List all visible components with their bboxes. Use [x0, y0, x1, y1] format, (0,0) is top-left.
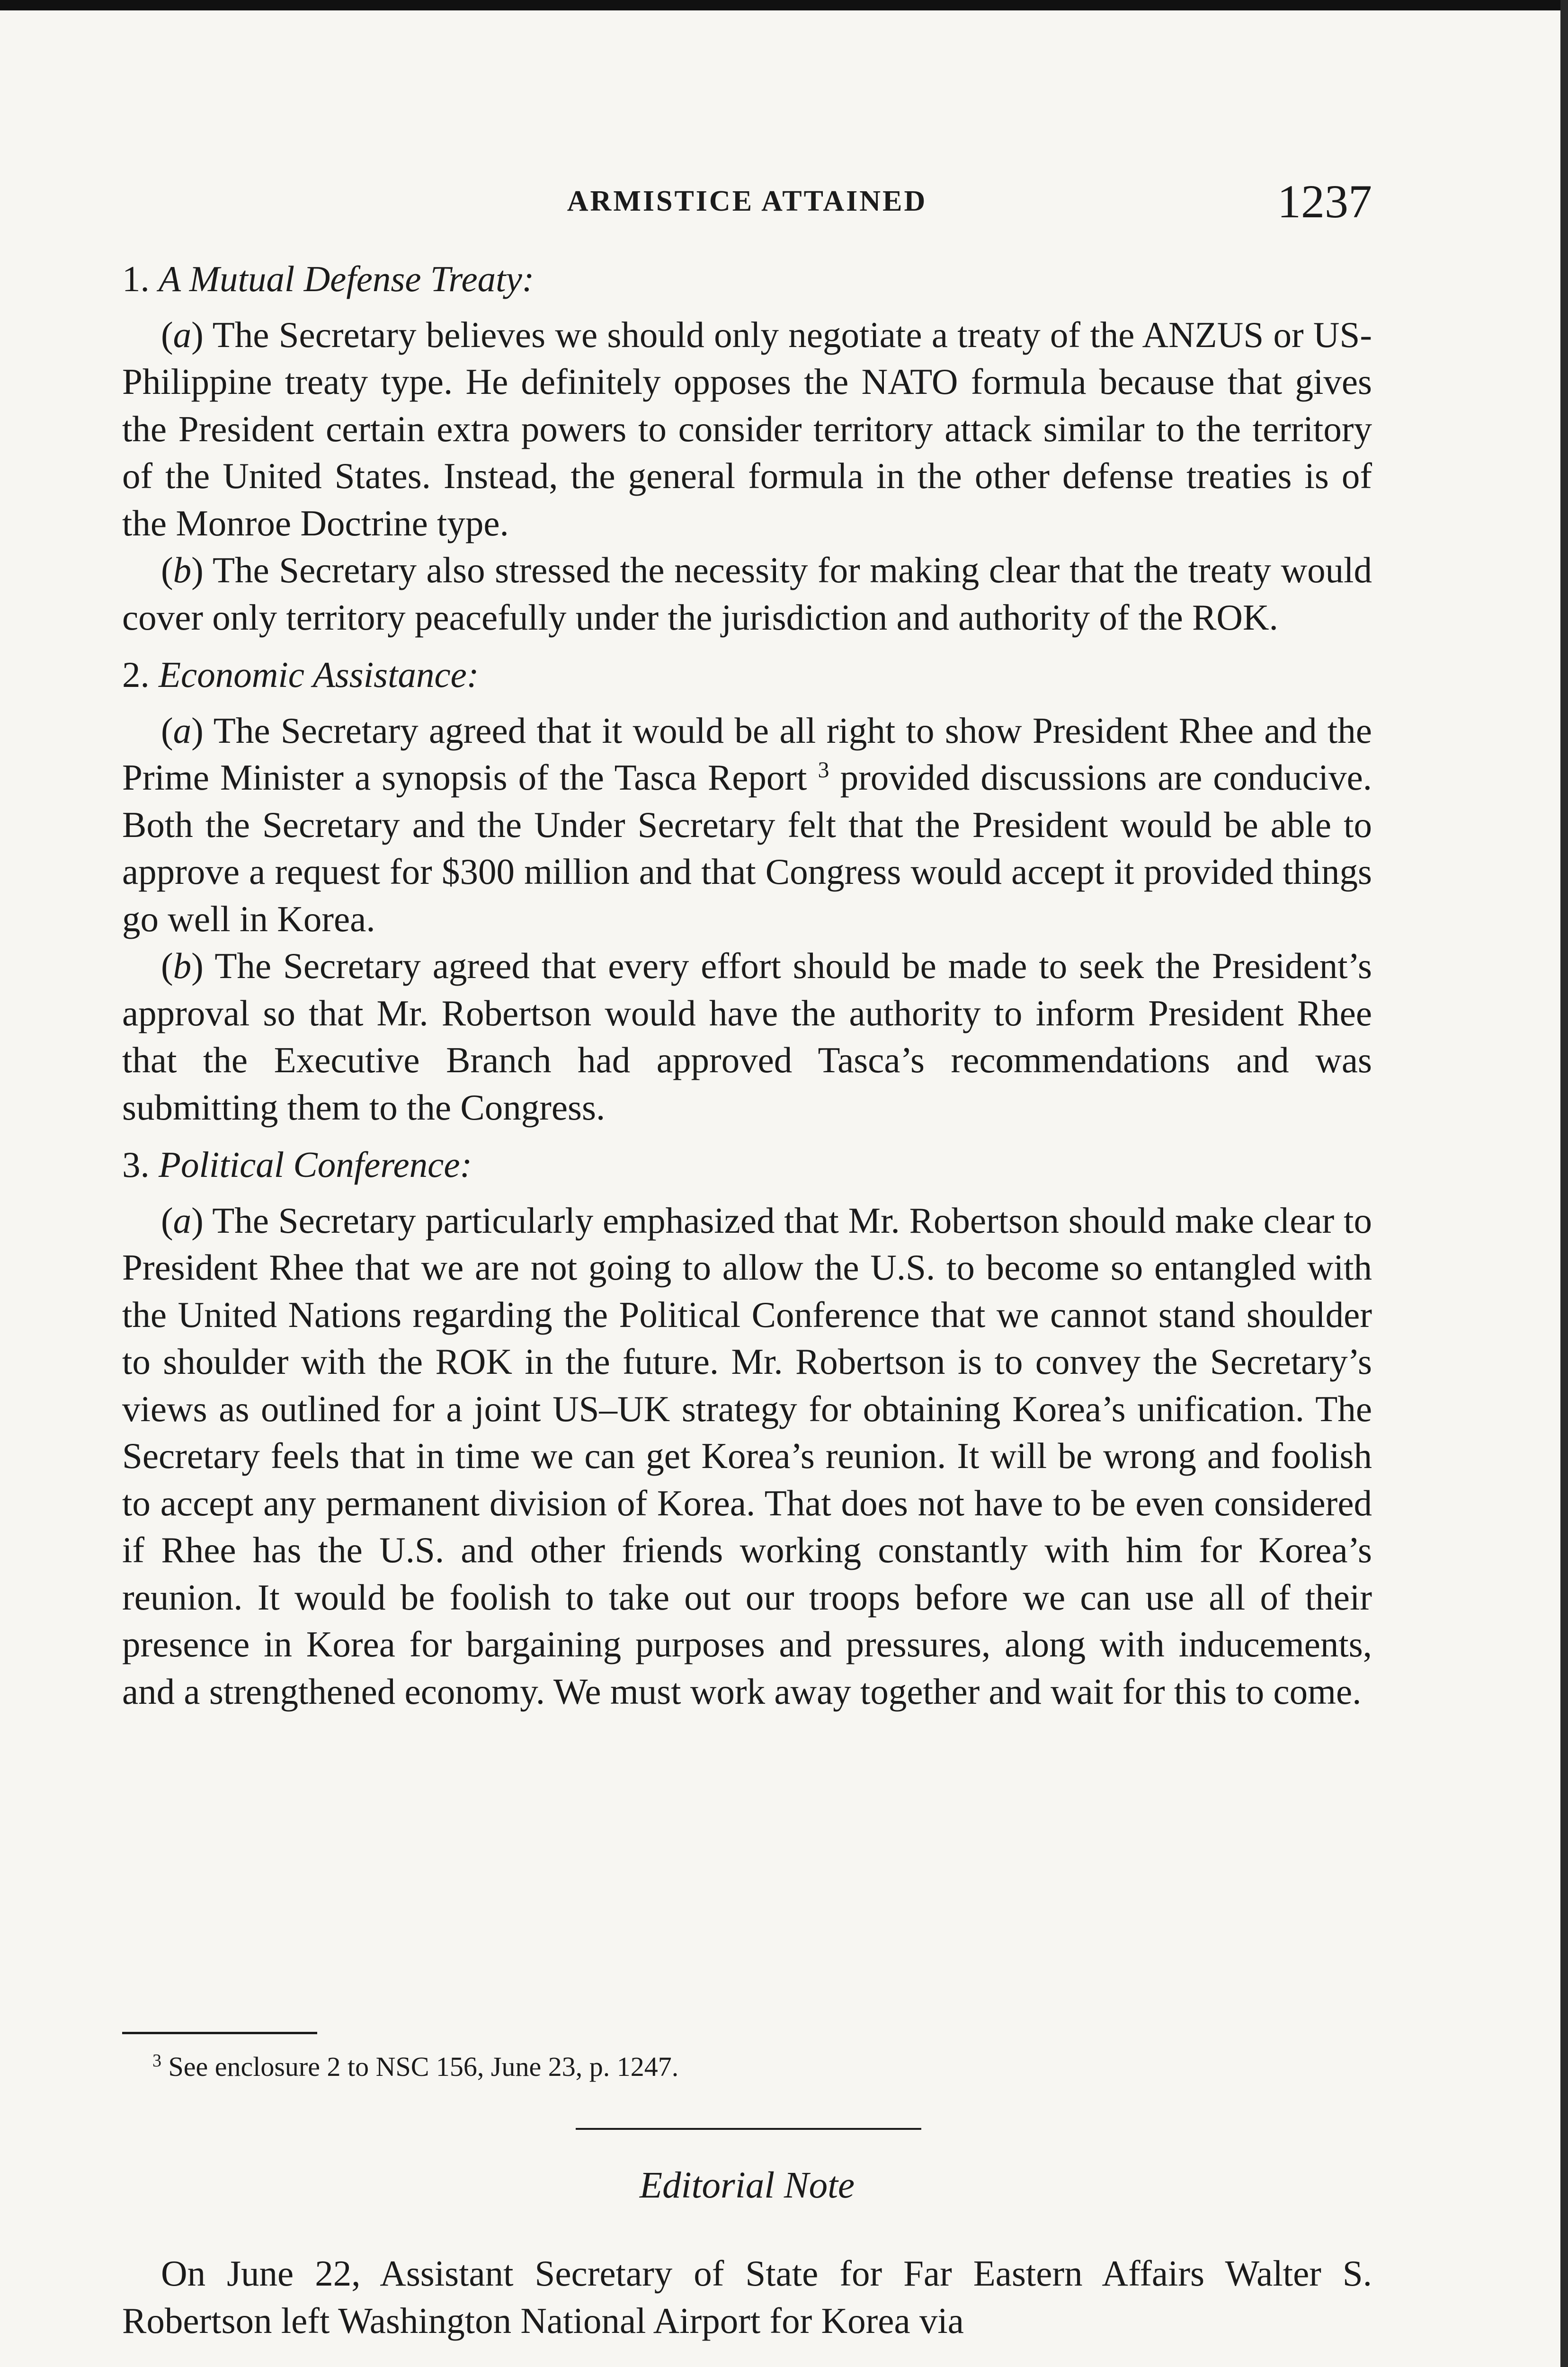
document-body	[122, 256, 1372, 1715]
footnote-reference[interactable]: 3	[818, 757, 829, 783]
paragraph-label: b	[173, 945, 192, 986]
footnote-text: See enclosure 2 to NSC 156, June 23, p. 1247.	[168, 2051, 679, 2082]
footnote-divider	[122, 2032, 317, 2034]
running-title: ARMISTICE ATTAINED	[567, 185, 927, 217]
footnote	[152, 2051, 678, 2082]
editorial-note-title: Editorial Note	[639, 2165, 855, 2206]
paragraph: (b) The Secretary agreed that every effort should be made to seek the President’s approval so that Mr. Robertson would have the authority to inform President Rhee that the Executive Branch had approved Tasca’s recommendations and was submitting them to the Congress.	[122, 945, 1372, 1128]
paragraph-text: provided discussions are conducive. Both the Secretary and the Under Secretary felt that the President would be able to approve a request for $300 million and that Congress would accept it provided things go well in Korea.	[122, 757, 1372, 939]
editorial-note-text: On June 22, Assistant Secretary of State for Far Eastern Affairs Walter S. Robertson left Washington National Airport for Korea via	[122, 2253, 1372, 2341]
section-title: Political Conference:	[159, 1144, 472, 1185]
paragraph-label: a	[173, 710, 192, 751]
paragraph-text: The Secretary agreed that it would be all right to show President Rhee and the Prime Minister a synopsis of the Tasca Report	[122, 710, 1372, 798]
page-edge	[1560, 0, 1568, 2367]
paragraph-label: a	[173, 1200, 192, 1241]
page-number: 1237	[1277, 175, 1372, 228]
paragraph-text: The Secretary agreed that every effort should be made to seek the President’s approval so that Mr. Robertson would have the authority to inform President Rhee that the Executive Branch had approved Tasca’s recommendations and was submitting them to the Congress.	[122, 945, 1372, 1128]
paragraph-text: The Secretary believes we should only negotiate a treaty of the ANZUS or US-Philippine treaty type. He definitely opposes the NATO formula because that gives the President certain extra powers to consider territory attack similar to the territory of the United States. Instead, the general formula in the other defense treaties is of the Monroe Doctrine type.	[122, 314, 1372, 543]
paragraph: (a) The Secretary believes we should only negotiate a treaty of the ANZUS or US-Philippine treaty type. He definitely opposes the NATO formula because that gives the President certain extra powers to consider territory attack similar to the territory of the United States. Instead, the general formula in the other defense treaties is of the Monroe Doctrine type.	[122, 314, 1372, 543]
paragraph-text: The Secretary also stressed the necessity for making clear that the treaty would cover only territory peacefully under the jurisdiction and authority of the ROK.	[122, 550, 1372, 638]
running-header	[122, 174, 1372, 226]
footnote-marker: 3	[152, 2051, 161, 2071]
section-title: Economic Assistance:	[159, 654, 479, 695]
paragraph: (a) The Secretary agreed that it would be all right to show President Rhee and the Prime Minister a synopsis of the Tasca Report $^3$ provided discussions are conducive. Both the Secretary and the Under Secretary felt that the President would be able to approve a request for $300 million and that Congress would accept it provided things go well in Korea.	[122, 710, 1372, 939]
section-heading	[122, 1141, 1372, 1189]
section-number: 3.	[122, 1144, 150, 1185]
paragraph: (b) The Secretary also stressed the necessity for making clear that the treaty would cover only territory peacefully under the jurisdiction and authority of the ROK.	[122, 550, 1372, 638]
section-title: A Mutual Defense Treaty:	[159, 258, 535, 299]
paragraph-label: a	[173, 314, 192, 355]
section-number: 1.	[122, 258, 150, 299]
section-number: 2.	[122, 654, 150, 695]
section-divider	[576, 2128, 921, 2130]
paragraph-label: b	[173, 550, 192, 590]
top-border	[0, 0, 1568, 10]
paragraph-text: The Secretary particularly emphasized that Mr. Robertson should make clear to President Rhee that we are not going to allow the U.S. to become so entangled with the United Nations regarding the Political Conference that we cannot stand shoulder to shoulder with the ROK in the future. Mr. Robertson is to convey the Secretary’s views as outlined for a joint US–UK strategy for obtaining Korea’s unification. The Secretary feels that in time we can get Korea’s reunion. It will be wrong and foolish to accept any permanent division of Korea. That does not have to be even considered if Rhee has the U.S. and other friends working constantly with him for Korea’s reunion. It would be foolish to take out our troops before we can use all of their presence in Korea for bargaining purposes and pressures, along with inducements, and a strengthened economy. We must work away together and wait for this to come.	[122, 1200, 1372, 1712]
section-heading	[122, 651, 1372, 699]
section-heading	[122, 256, 1372, 303]
paragraph: (a) The Secretary particularly emphasized that Mr. Robertson should make clear to President Rhee that we are not going to allow the U.S. to become so entangled with the United Nations regarding the Political Conference that we cannot stand shoulder to shoulder with the ROK in the future. Mr. Robertson is to convey the Secretary’s views as outlined for a joint US–UK strategy for obtaining Korea’s unification. The Secretary feels that in time we can get Korea’s reunion. It will be wrong and foolish to accept any permanent division of Korea. That does not have to be even considered if Rhee has the U.S. and other friends working constantly with him for Korea’s reunion. It would be foolish to take out our troops before we can use all of their presence in Korea for bargaining purposes and pressures, along with inducements, and a strengthened economy. We must work away together and wait for this to come.	[122, 1200, 1372, 1712]
